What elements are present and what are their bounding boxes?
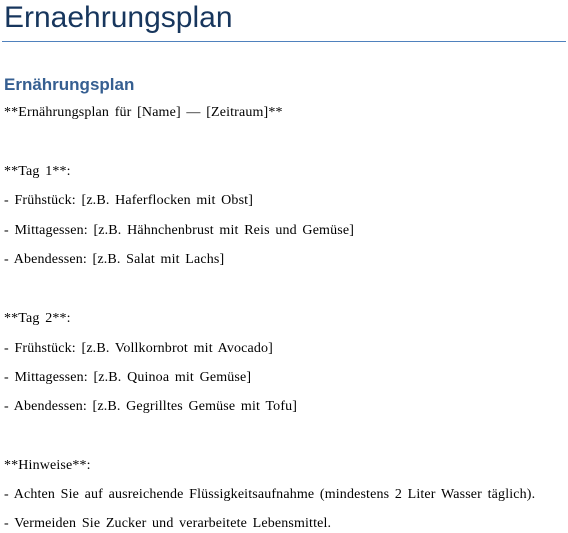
day-1-lunch: - Mittagessen: [z.B. Hähnchenbrust mit Reis und Gemüse] xyxy=(4,223,355,238)
note-avoid-sugar: - Vermeiden Sie Zucker und verarbeitete Lebensmittel. xyxy=(4,516,332,531)
notes-heading: **Hinweise**: xyxy=(4,458,91,473)
day-2-breakfast: - Frühstück: [z.B. Vollkornbrot mit Avocado] xyxy=(4,341,273,356)
document-title: Ernaehrungsplan xyxy=(4,1,233,34)
day-1-heading: **Tag 1**: xyxy=(4,164,71,179)
note-hydration: - Achten Sie auf ausreichende Flüssigkeitsaufnahme (mindestens 2 Liter Wasser täglich). xyxy=(4,487,536,502)
day-2-dinner: - Abendessen: [z.B. Gegrilltes Gemüse mit Tofu] xyxy=(4,399,298,414)
day-2-heading: **Tag 2**: xyxy=(4,311,71,326)
day-1-breakfast: - Frühstück: [z.B. Haferflocken mit Obst] xyxy=(4,193,254,208)
title-divider xyxy=(2,41,566,42)
day-2-lunch: - Mittagessen: [z.B. Quinoa mit Gemüse] xyxy=(4,370,252,385)
day-1-dinner: - Abendessen: [z.B. Salat mit Lachs] xyxy=(4,252,225,267)
section-heading: Ernährungsplan xyxy=(4,75,135,94)
plan-header-line: **Ernährungsplan für [Name] — [Zeitraum]** xyxy=(4,105,283,120)
